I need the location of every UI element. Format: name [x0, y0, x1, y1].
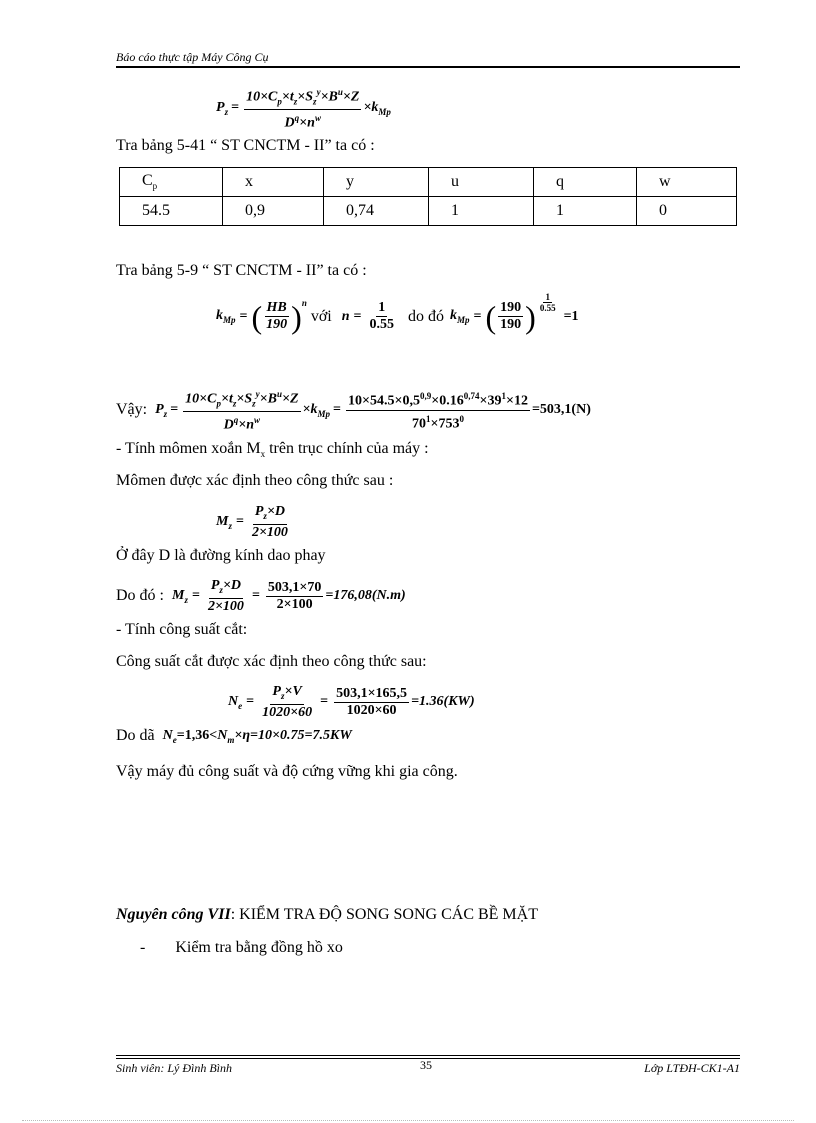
table-cell: 0,74 — [324, 197, 429, 226]
section-item: - Kiểm tra bằng đồng hồ xo — [140, 939, 343, 956]
pz-fraction: $\frac{10\times C_p\times t_z\times S_z^y\times B^u\times Z}{D^q\times n^w}$ — [244, 84, 361, 132]
section-heading: Nguyên công VII: KIỂM TRA ĐỘ SONG SONG CÁC BỀ MẶT — [116, 906, 538, 923]
formula-mx-result: Do đó : $M_z$ = $\frac{P_z\times D}{2\times 100}$ = $\frac{503,1\times 70}{2\times 100}$ =176,08(N.m) — [116, 578, 406, 614]
table-header-row — [120, 168, 737, 197]
table-intro-2: Tra bảng 5-9 “ ST CNCTM - II” ta có : — [116, 262, 367, 279]
table-header-cell: q — [534, 168, 637, 197]
header-rule — [116, 66, 740, 68]
mx-intro: Mômen được xác định theo công thức sau : — [116, 472, 394, 489]
ne-heading: - Tính công suất cắt: — [116, 621, 248, 638]
formula-kmp: $k_{Mp}$ = ( $\frac{HB}{190}$ ) $^n$ với n = $\frac{1}{0.55}$ do đó $k_{Mp}$ = ( $\frac{190}{190}$ ) $\frac{1}{0.55}$ =1 — [216, 292, 579, 335]
formula-ne: $N_e$ = $\frac{P_z\times V}{1020\times 60}$ = $\frac{503,1\times 165,5}{1020\times 60}$ =1.36(KW) — [228, 684, 475, 720]
pz-tail: $\times k_{Mp}$ — [363, 99, 391, 117]
table-cell: 0,9 — [223, 197, 324, 226]
table-header-cell: $C_p$ — [120, 168, 223, 197]
page-number: 35 — [420, 1058, 432, 1072]
table-cell: 0 — [637, 197, 737, 226]
table-cell: 1 — [429, 197, 534, 226]
table-row — [120, 197, 737, 226]
conclusion: Vậy máy đủ công suất và độ cứng vững khi gia công. — [116, 763, 458, 780]
footer-rule — [116, 1055, 740, 1056]
table-header-cell: u — [429, 168, 534, 197]
mx-heading: - Tính mômen xoắn $M_x$ trên trục chính của máy : — [116, 440, 429, 460]
table-header-cell: y — [324, 168, 429, 197]
table-cell: 1 — [534, 197, 637, 226]
table-header-cell: w — [637, 168, 737, 197]
formula-pz-result: Vậy: $P_z$ = $\frac{10\times C_p\times t_z\times S_z^y\times B^u\times Z}{D^q\times n^w}$ $\times k_{Mp}$ = $\frac{10\times 54.5\times 0,5^{0,9}\times 0.16^{0,74}\times 39^1\times 12}{70^1\times 753^0}$ =503,1(N) — [116, 386, 591, 434]
pz-eq: = — [231, 100, 240, 116]
formula-pz — [216, 84, 391, 132]
pz-lhs: $P_z$ — [216, 99, 229, 117]
coefficient-table — [119, 167, 737, 226]
footer-class: Lớp LTĐH-CK1-A1 — [644, 1061, 740, 1075]
ne-intro: Công suất cắt được xác định theo công thức sau: — [116, 653, 427, 670]
table-cell: 54.5 — [120, 197, 223, 226]
footer-student: Sinh viên: Lý Đình Bình — [116, 1061, 232, 1075]
table-intro: Tra bảng 5-41 “ ST CNCTM - II” ta có : — [116, 137, 375, 154]
page-header-title: Báo cáo thực tập Máy Công Cụ — [116, 50, 269, 64]
page-edge — [22, 1120, 794, 1121]
ne-comparison: Do dã $N_e$ =1,36< $N_m$ ×η=10×0.75=7.5KW — [116, 727, 352, 745]
formula-mx: $M_z$ = $\frac{P_z\times D}{2\times 100}$ — [216, 504, 288, 540]
d-note: Ở đây D là đường kính dao phay — [116, 547, 326, 564]
table-header-cell: x — [223, 168, 324, 197]
